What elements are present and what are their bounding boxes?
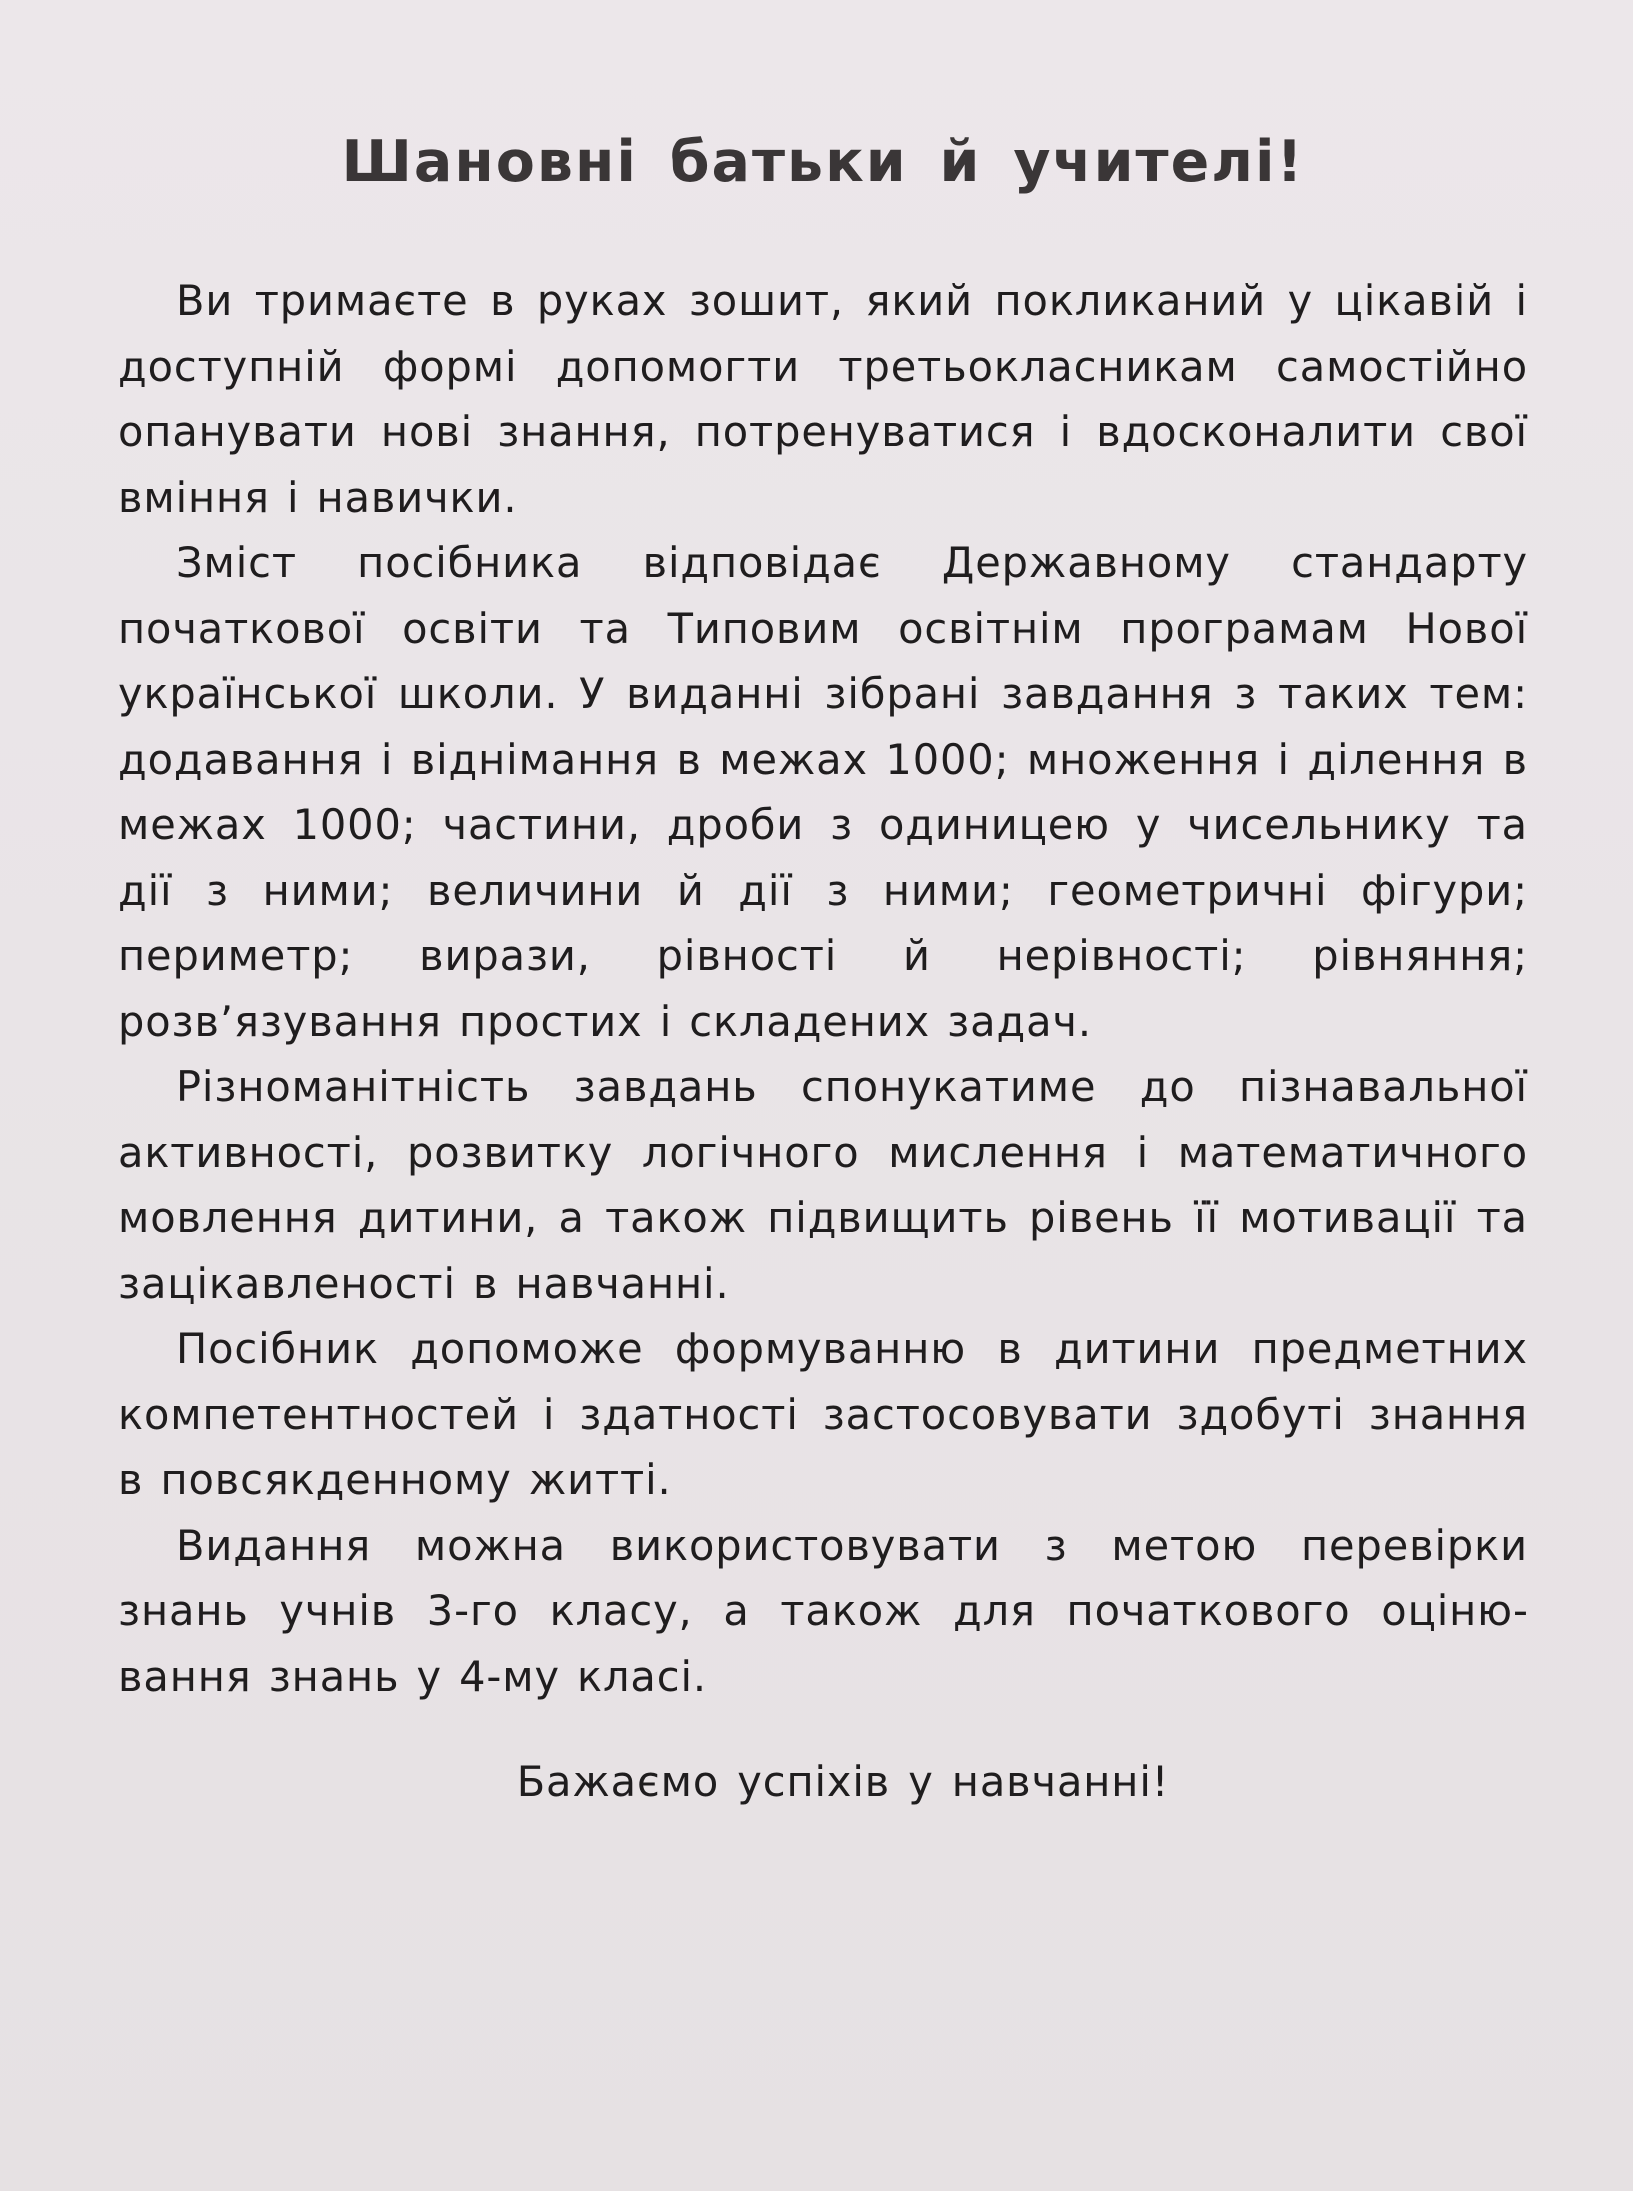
paragraph-competence: Посібник допоможе формуванню в дитини предметних компетентностей і здатності застосовувати здобуті знання в повсякденному житті. [118, 1324, 1528, 1505]
closing-line: Бажаємо успіхів у навчанні! [516, 1757, 1170, 1807]
body-text [118, 268, 1528, 1709]
page-title: Шановні батьки й учителі! [341, 129, 1305, 195]
paragraph-intro: Ви тримаєте в руках зошит, який покликаний у цікавій і доступній формі допомогти третьокласникам самостійно опанувати нові знання, потренуватися і вдосконалити свої вміння і навички. [118, 276, 1528, 522]
paragraph-content: Зміст посібника відповідає Державному стандарту початкової освіти та Типовим освітнім програмам Нової української школи. У виданні зібрані завдання з таких тем: додавання і віднімання в межах 1000; множення і ділення в межах 1000; частини, дроби з одиницею у чисельнику та дії з ними; величини й дії з ними; геометричні фігури; периметр; вирази, рівності й нерівності; рівняння; розв’язування простих і складених задач. [118, 538, 1528, 1046]
paragraph-usage: Видання можна використовувати з метою перевірки знань учнів 3-го класу, а також для початкового оцінювання знань у 4-му класі. [118, 1520, 1528, 1701]
paragraph-variety: Різноманітність завдань спонукатиме до пізнавальної активності, розвитку логічного мислення і математичного мовлення дитини, а також підвищить рівень її мотивації та зацікавленості в навчанні. [118, 1062, 1528, 1308]
